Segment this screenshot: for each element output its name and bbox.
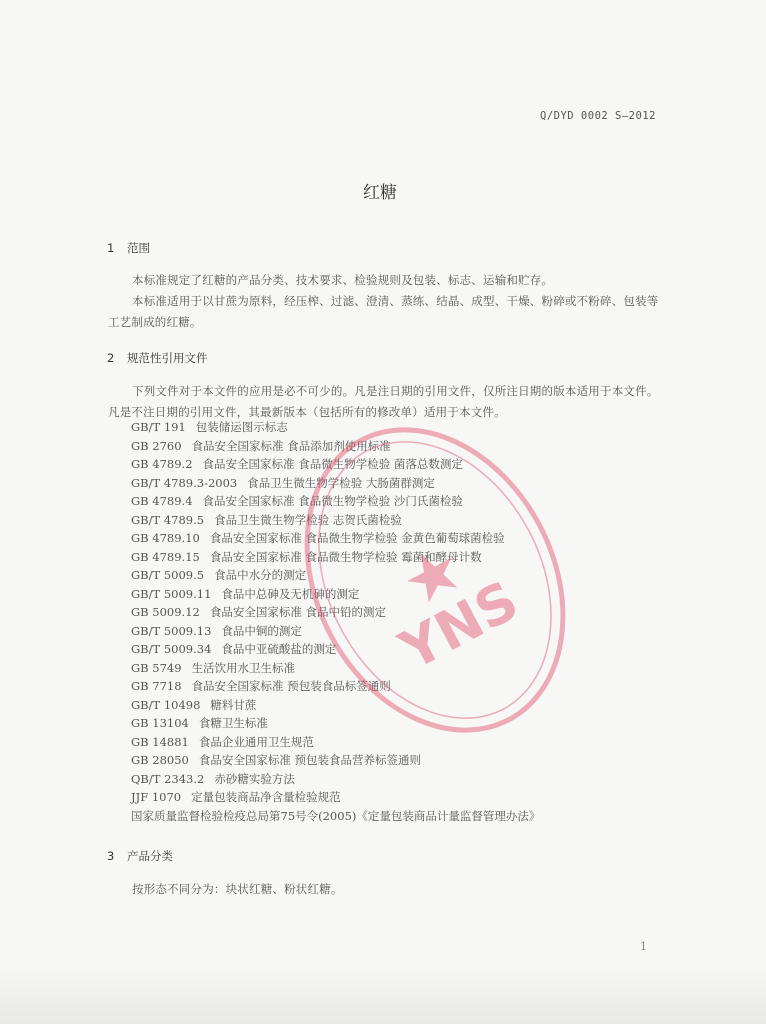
reference-title: 食品中亚硫酸盐的测定 (221, 642, 337, 656)
reference-title: 食品安全国家标准 食品添加剂使用标准 (191, 438, 391, 453)
reference-item (131, 696, 671, 715)
reference-item (131, 548, 671, 567)
section-number: 2 (107, 351, 115, 365)
reference-item (131, 751, 671, 770)
section-title: 产品分类 (127, 849, 173, 863)
section-number: 1 (107, 241, 115, 255)
page-number: 1 (640, 940, 647, 953)
reference-code: GB/T 5009.5 (131, 568, 205, 582)
reference-title: 食品中水分的测定 (214, 568, 307, 582)
reference-item (131, 511, 671, 530)
reference-title: 食品安全国家标准 食品微生物学检验 霉菌和酵母计数 (209, 549, 482, 564)
reference-code: GB 2760 (131, 438, 182, 453)
reference-code: QB/T 2343.2 (131, 771, 205, 786)
reference-list (131, 418, 671, 825)
section-3-paragraph-1: 按形态不同分为：块状红糖、粉状红糖。 (132, 882, 343, 896)
reference-title: 食品安全国家标准 食品中铅的测定 (209, 605, 387, 619)
reference-title: 包装储运图示标志 (195, 420, 288, 434)
section-2-heading (107, 350, 208, 366)
reference-code: GB 28050 (131, 753, 189, 767)
reference-code: GB 4789.10 (131, 531, 200, 545)
reference-title: 食品企业通用卫生规范 (198, 734, 314, 749)
reference-code: GB 5009.12 (131, 605, 200, 619)
reference-item (131, 770, 671, 789)
reference-code: GB 4789.15 (131, 549, 200, 564)
seal-text: YNS (390, 568, 529, 683)
reference-item (131, 566, 671, 585)
reference-item (131, 585, 671, 604)
reference-item (131, 733, 671, 752)
reference-title: 食糖卫生标准 (198, 716, 268, 730)
reference-item (131, 455, 671, 474)
reference-item (131, 603, 671, 622)
reference-title: 食品安全国家标准 食品微生物学检验 沙门氏菌检验 (202, 494, 463, 508)
reference-code: GB 4789.2 (131, 457, 193, 471)
reference-code: GB/T 10498 (131, 697, 201, 712)
section-number: 3 (107, 849, 115, 863)
reference-title: 食品安全国家标准 预包装食品标签通则 (191, 679, 391, 693)
reference-title: 食品中总砷及无机砷的测定 (221, 586, 360, 601)
reference-code: GB 4789.4 (131, 494, 193, 508)
reference-title: 赤砂糖实验方法 (214, 771, 295, 786)
reference-title: 食品卫生微生物学检验 志贺氏菌检验 (214, 512, 402, 527)
reference-item (131, 474, 671, 493)
reference-item (131, 788, 671, 807)
page-shadow (0, 964, 766, 1024)
section-1-heading (107, 240, 150, 256)
reference-code: GB 7718 (131, 679, 182, 693)
reference-item (131, 529, 671, 548)
standard-code: Q/DYD 0002 S—2012 (540, 110, 656, 122)
reference-code: GB/T 4789.3-2003 (131, 475, 238, 490)
reference-code: GB/T 191 (131, 420, 186, 434)
reference-code: GB 14881 (131, 734, 189, 749)
reference-item (131, 677, 671, 696)
reference-item (131, 437, 671, 456)
reference-item (131, 492, 671, 511)
reference-item (131, 714, 671, 733)
reference-code: GB/T 4789.5 (131, 512, 205, 527)
section-title: 规范性引用文件 (127, 351, 208, 365)
reference-item (131, 622, 671, 641)
reference-code: GB/T 5009.13 (131, 623, 212, 638)
document-title: 红糖 (363, 183, 397, 203)
reference-code: GB 5749 (131, 660, 182, 675)
reference-title: 食品安全国家标准 食品微生物学检验 金黄色葡萄球菌检验 (209, 531, 505, 545)
section-title: 范围 (127, 241, 150, 255)
reference-title: 食品安全国家标准 预包装食品营养标签通则 (198, 753, 422, 767)
reference-code: GB/T 5009.34 (131, 642, 212, 656)
reference-code: GB/T 5009.11 (131, 586, 212, 601)
reference-item (131, 640, 671, 659)
reference-title: 食品中铜的测定 (221, 623, 302, 638)
reference-title: 生活饮用水卫生标准 (191, 660, 296, 675)
reference-code: JJF 1070 (131, 790, 182, 804)
section-1-paragraph-2: 本标准适用于以甘蔗为原料，经压榨、过滤、澄清、蒸练、结晶、成型、干燥、粉碎或不粉碎、包装等工艺制成的红糖。 (108, 294, 659, 329)
section-2-paragraph-1: 下列文件对于本文件的应用是必不可少的。凡是注日期的引用文件，仅所注日期的版本适用于本文件。凡是不注日期的引用文件，其最新版本（包括所有的修改单）适用于本文件。 (108, 384, 659, 419)
section-1-paragraph-1: 本标准规定了红糖的产品分类、技术要求、检验规则及包装、标志、运输和贮存。 (132, 273, 554, 287)
reference-title: 食品卫生微生物学检验 大肠菌群测定 (247, 475, 435, 490)
reference-title: 食品安全国家标准 食品微生物学检验 菌落总数测定 (202, 457, 463, 471)
reference-title: 定量包装商品净含量检验规范 (191, 790, 341, 804)
section-3-heading (107, 848, 173, 864)
reference-item (131, 807, 671, 826)
reference-title: 糖料甘蔗 (210, 697, 257, 712)
reference-item (131, 418, 671, 437)
reference-item (131, 659, 671, 678)
reference-title: 国家质量监督检验检疫总局第75号令(2005)《定量包装商品计量监督管理办法》 (131, 808, 541, 823)
reference-code: GB 13104 (131, 716, 189, 730)
